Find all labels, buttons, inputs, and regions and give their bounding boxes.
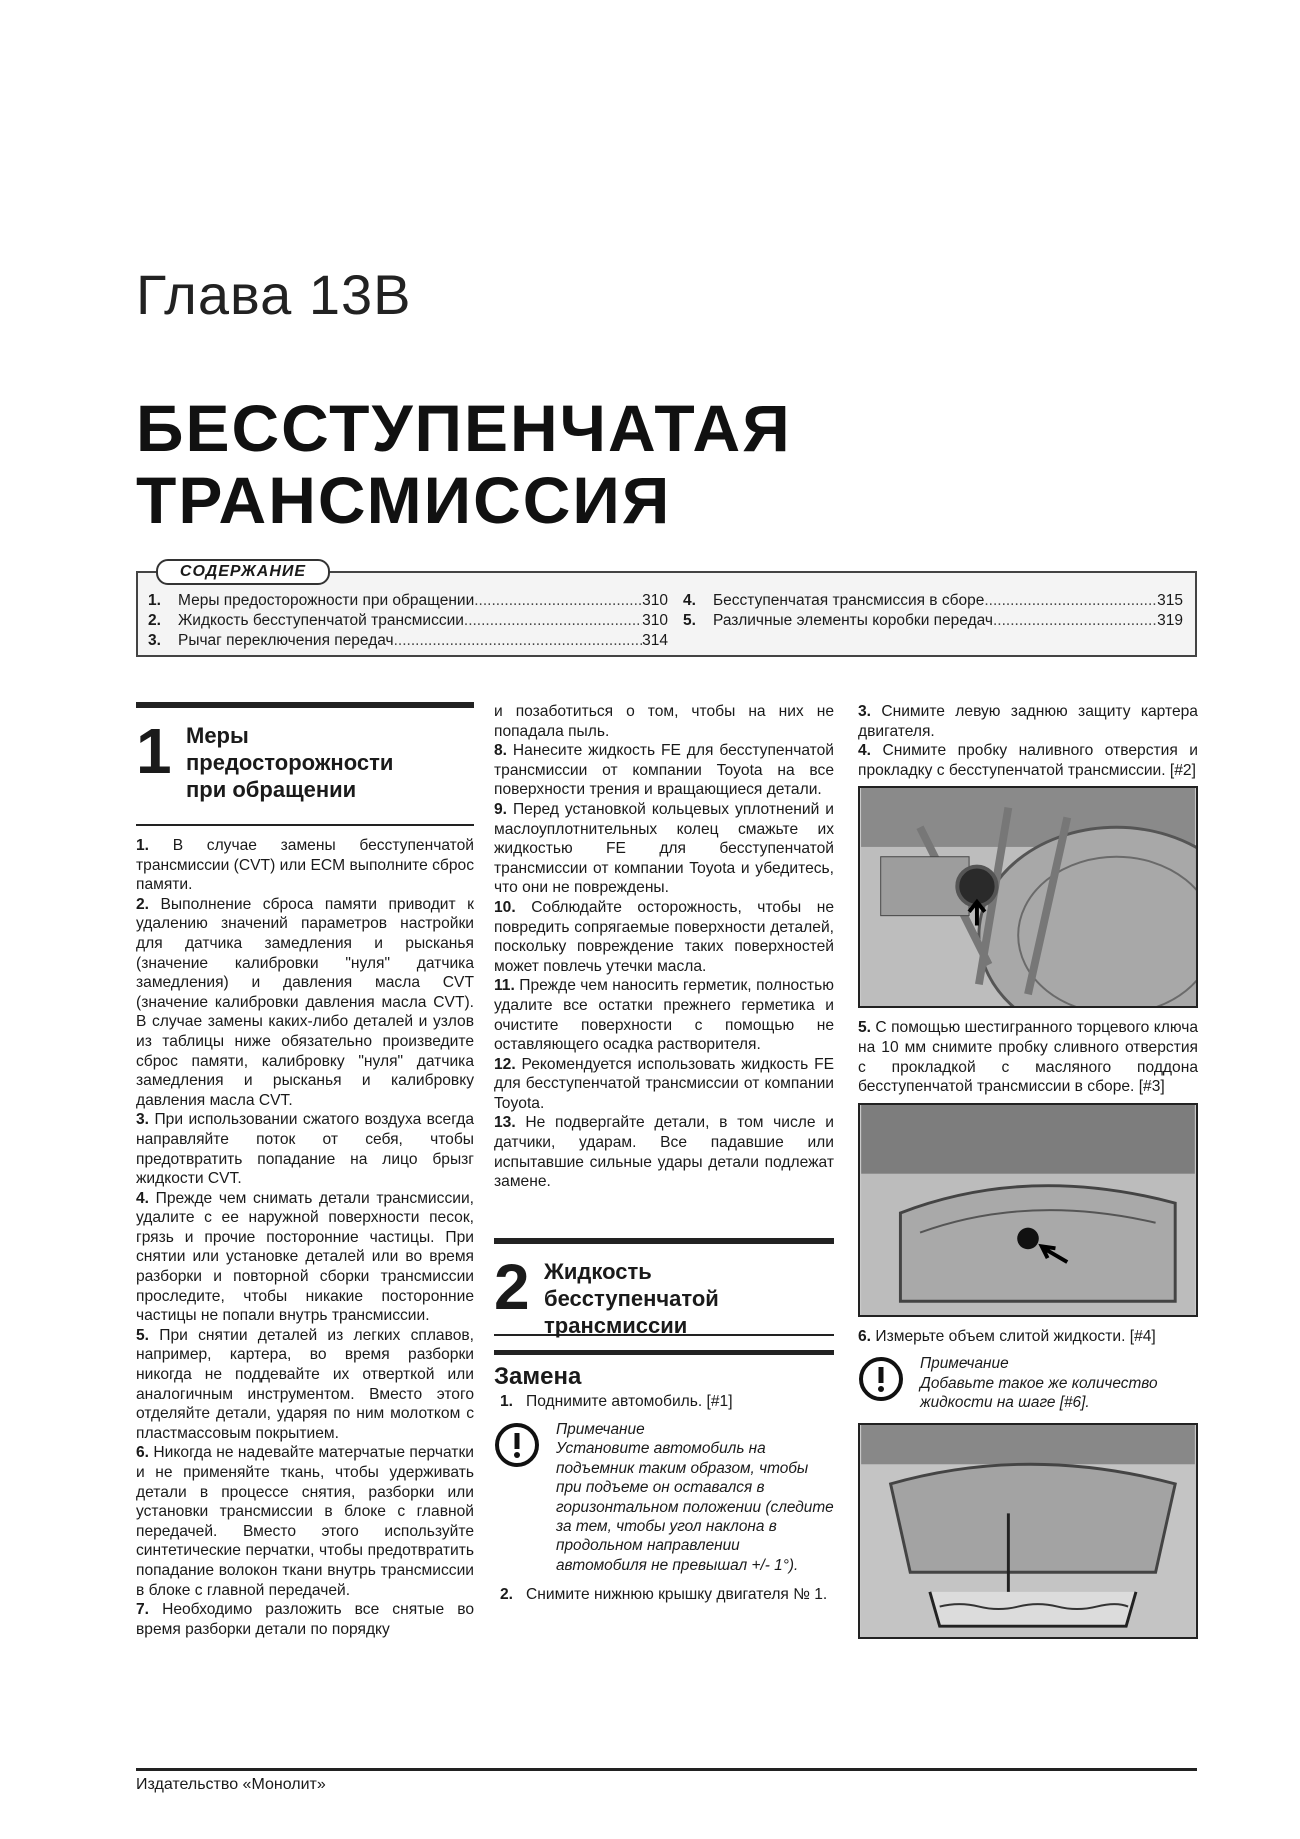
list-item: 11. Прежде чем наносить герметик, полностью удалите все остатки прежнего герметика и очистите поверхности с помощью не оставляющего осадка растворителя. (494, 977, 834, 1054)
note-title: Примечание (920, 1355, 1009, 1373)
footer-publisher: Издательство «Монолит» (136, 1776, 326, 1793)
section-2-number: 2 (494, 1250, 530, 1323)
photo-drain-plug (858, 1103, 1198, 1317)
section-2-title: Жидкость бесступенчатой трансмиссии (544, 1258, 719, 1338)
list-item: 4. Снимите пробку наливного отверстия и прокладку с бесступенчатой трансмиссии. [#2] (858, 742, 1198, 779)
list-item: 2. Выполнение сброса памяти приводит к удалению значений параметров настройки для датчика замедления и рысканья (значение калибровки "нуля" датчика замедления) и давления масла CVT (значение калибровки давления масла CVT). В случае замены каких-либо деталей и узлов из таблицы ниже обязательно произведите сброс памяти, калибровку "нуля" датчика замедления и рысканья и калибровку давления масла CVT. (136, 895, 474, 1109)
column-1 (136, 702, 474, 1639)
column-3 (858, 702, 1198, 1649)
section-1-number: 1 (136, 715, 172, 787)
list-item: 8. Нанесите жидкость FE для бесступенчатой трансмиссии от компании Toyota на все поверхности трения и вращающиеся детали. (494, 742, 834, 799)
page-title (136, 392, 792, 536)
toc-column-right (683, 591, 1183, 631)
toc-item[interactable]: 4. Бесступенчатая трансмиссия в сборе ..... 315 (683, 591, 1183, 611)
list-item: 5. С помощью шестигранного торцевого ключа на 10 мм снимите пробку сливного отверстия с прокладкой с масляного поддона бесступенчатой трансмиссии в сборе. [#3] (858, 1019, 1198, 1096)
section-1-title: Меры предосторожности при обращении (186, 723, 394, 802)
column-2 (494, 702, 834, 1605)
toc-column-left (148, 591, 668, 651)
warning-icon (858, 1356, 904, 1402)
photo-fill-plug (858, 786, 1198, 1008)
list-item: 7. Необходимо разложить все снятые во время разборки детали по порядку (136, 1601, 475, 1638)
subsection-title: Замена (494, 1350, 834, 1393)
table-of-contents (136, 563, 1197, 657)
note-block (494, 1420, 834, 1575)
footer-divider (136, 1768, 1197, 1771)
title-line-2: ТРАНСМИССИЯ (136, 463, 672, 537)
list-item: 10. Соблюдайте осторожность, чтобы не повредить сопрягаемые поверхности деталей, поскольку повреждение таких поверхностей может повлечь утечки масла. (494, 898, 834, 975)
continued-text: и позаботиться о том, чтобы на них не попадала пыль. (494, 703, 834, 740)
list-item: 3. Снимите левую заднюю защиту картера двигателя. (858, 703, 1198, 740)
list-item: 2. Снимите нижнюю крышку двигателя № 1. (500, 1586, 828, 1604)
toc-item[interactable]: 2. Жидкость бесступенчатой трансмиссии ..... 310 (148, 611, 668, 631)
list-item: 9. Перед установкой кольцевых уплотнений и маслоуплотнительных колец смажьте их жидкостью FE для бесступенчатой трансмиссии от компании Toyota и убедитесь, что они не повреждены. (494, 800, 834, 897)
list-item: 5. При снятии деталей из легких сплавов, например, картера, во время разборки никогда не поддевайте их отверткой или аналогичным инструментом. Вместо этого отделяйте детали, ударяя по ним молотком с пластмассовым покрытием. (136, 1326, 474, 1442)
title-line-1: БЕССТУПЕНЧАТАЯ (136, 391, 792, 465)
list-item: 13. Не подвергайте детали, в том числе и датчики, ударам. Все падавшие или испытавшие сильные удары детали подлежат замене. (494, 1114, 834, 1191)
list-item: 1. В случае замены бесступенчатой трансмиссии (CVT) или ECM выполните сброс памяти. (136, 837, 474, 894)
toc-item[interactable]: 1. Меры предосторожности при обращении ..... 310 (148, 591, 668, 611)
note-text: Установите автомобиль на подъемник таким образом, чтобы при подъеме он оставался в горизонтальном положении (следите за тем, чтобы угол наклона в продольном направлении автомобиля не превышал +/- 1°). (556, 1440, 834, 1574)
photo-drain-fluid (858, 1423, 1198, 1639)
section-2-header (494, 1238, 834, 1336)
chapter-heading: Глава 13B (136, 263, 412, 326)
note-text: Добавьте такое же количество жидкости на шаге [#6]. (920, 1374, 1158, 1412)
list-item: 4. Прежде чем снимать детали трансмиссии, удалите с ее наружной поверхности песок, грязь и прочие посторонние частицы. При снятии или установке деталей или во время разборки и повторной сборки трансмиссии проследите, чтобы никакие посторонние частицы не попали внутрь трансмиссии. (136, 1189, 474, 1325)
warning-icon (494, 1422, 540, 1468)
toc-item[interactable]: 5. Различные элементы коробки передач ..... 319 (683, 611, 1183, 631)
list-item: 1. Поднимите автомобиль. [#1] (500, 1393, 733, 1411)
section-1-header (136, 702, 474, 826)
list-item: 3. При использовании сжатого воздуха всегда направляйте поток от себя, чтобы предотвратить попадание на лицо брызг жидкости CVT. (136, 1111, 474, 1188)
note-title: Примечание (556, 1421, 645, 1439)
toc-item[interactable]: 3. Рычаг переключения передач ..... 314 (148, 631, 668, 651)
note-block (858, 1354, 1198, 1412)
toc-label: СОДЕРЖАНИЕ (156, 559, 330, 585)
list-item: 6. Никогда не надевайте матерчатые перчатки и не применяйте ткань, чтобы удерживать детали в процессе снятия, разборки или установки трансмиссии в блоке с главной передачей. Вместо этого используйте синтетические перчатки, чтобы предотвратить попадание волокон ткани внутрь трансмиссии в блоке с главной передачей. (136, 1444, 474, 1599)
list-item: 6. Измерьте объем слитой жидкости. [#4] (858, 1327, 1156, 1345)
list-item: 12. Рекомендуется использовать жидкость FE для бесступенчатой трансмиссии от компании Toyota. (494, 1055, 834, 1112)
